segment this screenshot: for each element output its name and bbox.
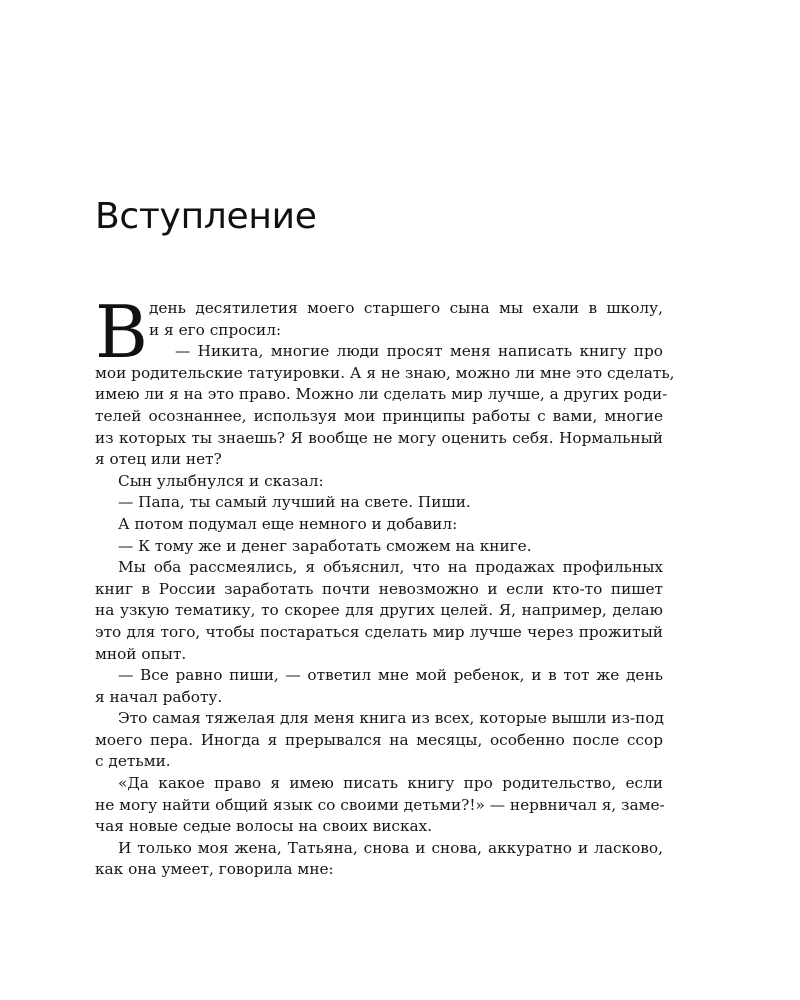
text-line: день десятилетия моего старшего сына мы ехали в школу, [149,299,663,317]
text-line: «Да какое право я имею писать книгу про родительство, если [118,774,663,793]
text-line: телей осознаннее, используя мои принципы работы с вами, многие [95,406,663,425]
text-line: из которых ты знаешь? Я вообще не могу оценить себя. Нормальный [95,428,663,447]
chapter-title: Вступление [95,196,317,237]
text-line: Сын улыбнулся и сказал: [118,471,324,490]
text-line: И только моя жена, Татьяна, снова и снова, аккуратно и ласково, [118,838,663,857]
text-line: имею ли я на это право. Можно ли сделать мир лучше, а других роди- [95,385,668,404]
text-line: книг в России заработать почти невозможно и если кто-то пишет [95,579,663,598]
text-line: на узкую тематику, то скорее для других целей. Я, например, делаю [95,601,663,620]
text-line: Мы оба рассмеялись, я объяснил, что на продажах профильных [118,558,663,577]
text-line: А потом подумал еще немного и добавил: [118,514,458,533]
text-line: как она умеет, говорила мне: [95,860,334,879]
text-line: — Никита, многие люди просят меня написать книгу про [175,342,663,361]
text-line: и я его спросил: [149,320,282,339]
text-line: моего пера. Иногда я прерывался на месяцы, особенно после ссор [95,730,663,749]
chapter-body-text [95,290,675,881]
text-line: мной опыт. [95,644,187,663]
text-line: это для того, чтобы постараться сделать мир лучше через прожитый [95,622,663,641]
text-line: — Все равно пиши, — ответил мне мой ребенок, и в тот же день [118,666,663,685]
text-line: с детьми. [95,752,171,771]
text-line: — Папа, ты самый лучший на свете. Пиши. [118,493,471,512]
drop-cap-letter: В [95,290,148,374]
text-line: чая новые седые волосы на своих висках. [95,817,433,836]
text-line: не могу найти общий язык со своими детьми?!» — нервничал я, заме- [95,795,665,814]
text-line: — К тому же и денег заработать сможем на книге. [118,536,532,555]
text-line: мои родительские татуировки. А я не знаю, можно ли мне это сделать, [95,363,675,382]
text-line: я отец или нет? [95,450,222,469]
text-line: я начал работу. [95,687,223,706]
text-line: Это самая тяжелая для меня книга из всех, которые вышли из-под [118,709,664,728]
